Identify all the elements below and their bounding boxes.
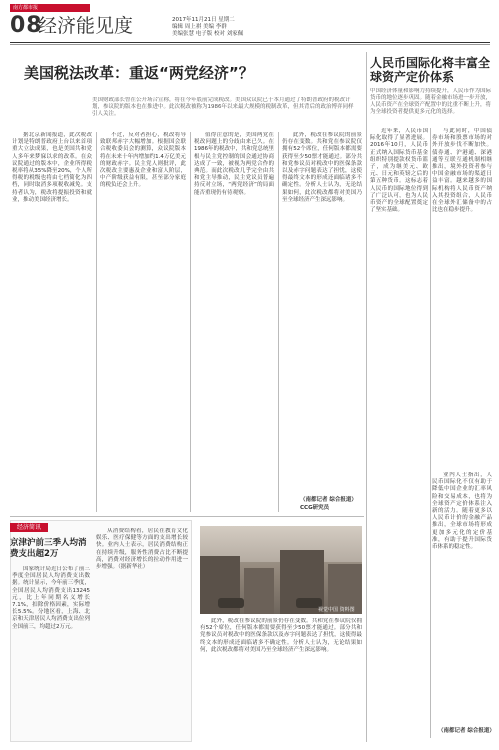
masthead <box>0 0 499 44</box>
news-brief-body-2-text: 从消费结构看，居民在教育文化娱乐、医疗保健等方面的支出增长较快。业内人士表示，居民消费结构正在持续升级，服务性消费占比不断提高，消费对经济增长的拉动作用进一步增强。（据新华社） <box>96 528 188 571</box>
masthead-label: 南方都市报 <box>13 5 39 11</box>
masthead-date: 2017年11月21日 星期二 <box>172 17 235 23</box>
photo-car <box>218 598 244 608</box>
main-continued <box>200 618 362 738</box>
main-column-1-text: 据北京新闻报道，此次税改计划是特朗普政府上台以来首项重大立法成果，也是美国共和党人多年来梦寐以求的改革。在众议院通过的版本中，企业所得税税率将从35%降至20%，个人所得税的税级也将由七档简化为四档，同时取消多项税收减免。支持者认为，税改将提振投资和就业，推动美国经济增长。 <box>12 132 92 203</box>
main-column-4-text: 此外，税改在参议院的前景仍存在变数。共和党在参议院仅拥有52个席位，任何版本都需要获得至少50票才能通过。部分共和党参议员对税改中的医保条款以及赤字问题表达了担忧，这使得最终文本的形成还面临诸多不确定性。分析人士认为，无论结果如何，此次税改都将对美国乃至全球经济产生深远影响。 <box>282 132 362 203</box>
column-divider <box>278 132 279 512</box>
feature-headline: 人民币国际化将丰富全球资产定价体系 <box>370 56 491 84</box>
feature-column-2 <box>432 128 492 468</box>
masthead-label-bar <box>10 4 90 12</box>
section-divider <box>366 52 367 742</box>
horizontal-divider <box>10 516 364 517</box>
masthead-meta <box>172 17 243 38</box>
main-column-4 <box>282 132 362 504</box>
main-column-2 <box>100 132 186 516</box>
main-column-3-text: 值得注意的是，美国两党在税改问题上的分歧由来已久。在1986年的税改中，共和党总统里根与民主党控制的国会通过协商达成了一致，被视为两党合作的典范。而此次税改几乎完全由共和党主导推动，民主党议员普遍持反对立场，“两党经济”的局面能否重现仍有待观察。 <box>194 132 274 196</box>
news-brief-body-text: 国家统计局近日公布了前三季度全国居民人均消费支出数据。统计显示，今年前三季度，全国居民人均消费支出13245元，比上年同期名义增长7.1%，扣除价格因素，实际增长5.5%。分地区看，上海、北京和天津居民人均消费支出位列全国前三，均超过2万元。 <box>12 566 90 630</box>
main-credit: （南都记者 综合报道） <box>300 497 357 503</box>
news-brief-tag <box>10 523 48 532</box>
photo-building <box>244 568 274 614</box>
masthead-proof: 美编张慧 电子版 校对 刘家佩 <box>172 31 244 37</box>
feature-lede: 中国经济体量和影响力持续提升，人民币作为国际货币的地位逐步巩固。随着金融市场进一步开放，人民币资产在全球资产配置中的比重不断上升，将为全球投资者提供更多元化的选择。 <box>370 88 492 115</box>
main-credit-2: CCG研究员 <box>300 505 330 511</box>
main-headline: 美国税法改革：重返“两党经济”？ <box>24 64 254 82</box>
main-column-3 <box>194 132 274 516</box>
column-divider <box>96 132 97 512</box>
column-divider <box>190 132 191 512</box>
masthead-rule-thin <box>10 44 490 45</box>
main-continued-text: 此外，税改在参议院的前景仍存在变数。共和党在参议院仅拥有52个席位，任何版本都需要获得至少50票才能通过。部分共和党参议员对税改中的医保条款以及赤字问题表达了担忧，这使得最终文本的形成还面临诸多不确定性。分析人士认为，无论结果如何，此次税改都将对美国乃至全球经济产生深远影响。 <box>200 618 362 653</box>
feature-column-1 <box>370 128 428 740</box>
feature-credit: （南都记者 综合报道） <box>438 728 495 734</box>
main-column-1 <box>12 132 92 516</box>
feature-column-1-text: 近年来，人民币国际化取得了显著进展。2016年10月，人民币正式纳入国际货币基金组织特别提款权货币篮子，成为继美元、欧元、日元和英镑之后的第五种货币。这标志着人民币的国际地位得到了广泛认可，也为人民币资产的全球配置奠定了坚实基础。 <box>370 128 428 214</box>
news-brief-body <box>12 566 90 738</box>
masthead-editor: 编辑 周上祺 美编 李群 <box>172 24 227 30</box>
main-column-2-text: 不过，反对者担心，税改将导致联邦赤字大幅增加。根据国会联合税收委员会的测算，众议院版本将在未来十年内增加约1.4万亿美元的财政赤字。民主党人则批评，此次税改主要惠及企业和富人阶层，中产阶级获益有限，甚至部分家庭的税负还会上升。 <box>100 132 186 189</box>
news-photo <box>200 526 362 614</box>
page-number: 08 <box>10 13 43 38</box>
section-title: 经济能见度 <box>38 15 134 37</box>
feature-column-3 <box>432 472 492 722</box>
feature-column-2-text: 与此同时，中国债券市场和股票市场的对外开放步伐不断加快。债券通、沪港通、深港通等互联互通机制相继推出，境外投资者参与中国金融市场的渠道日益丰富。越来越多的国际机构将人民币资产纳入其投资组合，人民币在全球外汇储备中的占比也在稳步提升。 <box>432 128 492 214</box>
news-brief-tag-label: 经济简讯 <box>16 524 41 531</box>
main-lede: 美国财政部长曾在公开场合宣称，将在今年底前完成税改。美国众议院已于本月通过了特朗普政府的税改计划，参议院的版本也在推进中。此次税改被称为1986年以来最大规模的税制改革，但其背后的政治博弈同样引人关注。 <box>92 97 354 117</box>
news-brief-title: 京津沪前三季人均消费支出超2万 <box>10 538 87 559</box>
photo-caption: 视觉中国 资料图 <box>318 607 355 613</box>
news-brief-body-2 <box>96 528 188 738</box>
feature-column-3-text: 业内人士指出，人民币国际化不仅有助于降低中国企业的汇率风险和交易成本，也将为全球资产定价体系注入新的活力。随着更多以人民币计价的金融产品推出，全球市场将形成更加多元化的定价基准，有助于提升国际货币体系的稳定性。 <box>432 472 492 551</box>
masthead-rule <box>10 42 490 43</box>
feature-column-divider <box>430 128 431 738</box>
